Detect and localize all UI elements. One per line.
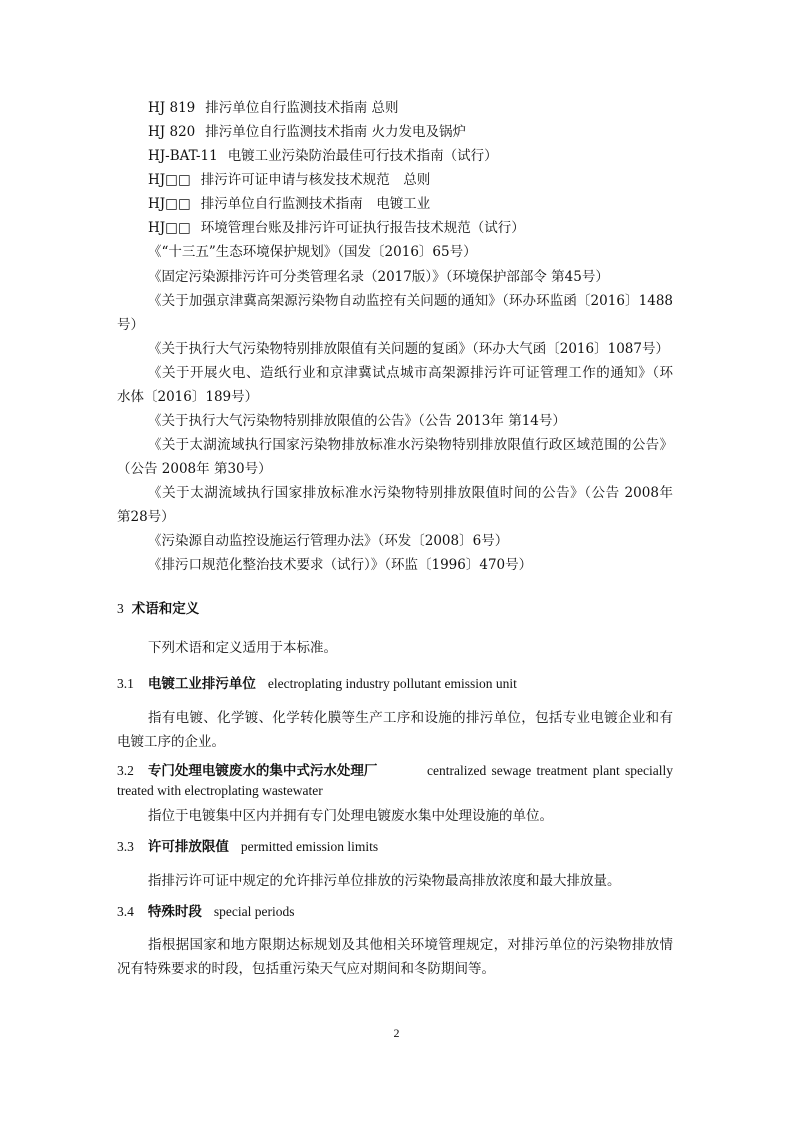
term-cn: 电镀工业排污单位 [147, 676, 256, 692]
term-number: 3.3 [117, 839, 134, 854]
reference-code: HJ□□ [148, 172, 191, 188]
term-en-continuation: treated with electroplating wastewater [117, 783, 323, 798]
term-number: 3.1 [117, 676, 134, 691]
reference-title: 排污单位自行监测技术指南 火力发电及锅炉 [205, 124, 467, 140]
reference-title: 排污单位自行监测技术指南 总则 [205, 100, 399, 116]
reference-title: 环境管理台账及排污许可证执行报告技术规范（试行） [200, 220, 525, 236]
section-title: 术语和定义 [131, 601, 200, 617]
term-heading [117, 762, 673, 780]
reference-code: HJ 819 [148, 100, 196, 116]
section-intro: 下列术语和定义适用于本标准。 [148, 640, 337, 656]
reference-code: HJ-BAT-11 [148, 148, 218, 164]
term-en: permitted emission limits [240, 839, 379, 854]
term-definition-continuation: 况有特殊要求的时段，包括重污染天气应对期间和冬防期间等。 [117, 961, 495, 977]
reference-doc: 《关于太湖流域执行国家污染物排放标准水污染物特别排放限值行政区域范围的公告》 [148, 437, 673, 453]
term-number: 3.4 [117, 904, 134, 919]
reference-doc: 《污染源自动监控设施运行管理办法》（环发〔2008〕6号） [148, 533, 509, 549]
term-definition: 指根据国家和地方限期达标规划及其他相关环境管理规定，对排污单位的污染物排放情 [148, 937, 673, 953]
reference-item [148, 219, 525, 237]
section-number: 3 [117, 601, 124, 616]
reference-doc: 《“十三五”生态环境保护规划》（国发〔2016〕65号） [148, 244, 477, 260]
term-cn: 许可排放限值 [147, 839, 229, 855]
term-definition: 指位于电镀集中区内并拥有专门处理电镀废水集中处理设施的单位。 [148, 808, 553, 824]
term-en: special periods [213, 904, 295, 919]
reference-title: 电镀工业污染防治最佳可行技术指南（试行） [227, 148, 498, 164]
term-en: electroplating industry pollutant emission unit [267, 676, 517, 691]
reference-title: 排污许可证申请与核发技术规范 总则 [200, 172, 431, 188]
reference-doc: 《排污口规范化整治技术要求（试行）》（环监〔1996〕470号） [148, 557, 533, 573]
reference-code: HJ□□ [148, 220, 191, 236]
term-definition: 指有电镀、化学镀、化学转化膜等生产工序和设施的排污单位，包括专业电镀企业和有 [148, 710, 673, 726]
reference-item [148, 99, 399, 117]
term-heading [117, 903, 294, 921]
reference-item [148, 195, 430, 213]
term-heading [117, 838, 378, 856]
term-definition: 指排污许可证中规定的允许排污单位排放的污染物最高排放浓度和最大排放量。 [148, 873, 621, 889]
reference-doc: 《关于太湖流域执行国家排放标准水污染物特别排放限值时间的公告》（公告 2008年 [148, 485, 673, 501]
section-heading [117, 600, 199, 618]
reference-doc: 《关于执行大气污染物特别排放限值有关问题的复函》（环办大气函〔2016〕1087号） [148, 341, 669, 357]
reference-doc-continuation: 水体〔2016〕189号） [117, 389, 259, 405]
reference-title: 排污单位自行监测技术指南 电镀工业 [200, 196, 431, 212]
page-number: 2 [393, 1026, 400, 1040]
reference-item [148, 123, 466, 141]
reference-doc: 《关于开展火电、造纸行业和京津冀试点城市高架源排污许可证管理工作的通知》（环 [148, 365, 673, 381]
term-en: centralized sewage treatment plant specially [427, 763, 673, 778]
reference-item [148, 171, 430, 189]
reference-doc: 《固定污染源排污许可分类管理名录（2017版）》（环境保护部部令 第45号） [148, 269, 609, 285]
reference-item [148, 147, 498, 165]
reference-doc-continuation: （公告 2008年 第30号） [117, 461, 272, 477]
term-heading [117, 675, 517, 693]
term-number: 3.2 [117, 763, 134, 778]
term-definition-continuation: 电镀工序的企业。 [117, 734, 225, 750]
reference-doc: 《关于加强京津冀高架源污染物自动监控有关问题的通知》（环办环监函〔2016〕1488 [148, 293, 673, 309]
reference-code: HJ 820 [148, 124, 196, 140]
reference-doc-continuation: 第28号） [117, 509, 175, 525]
reference-doc: 《关于执行大气污染物特别排放限值的公告》（公告 2013年 第14号） [148, 413, 566, 429]
term-cn: 特殊时段 [147, 904, 202, 920]
reference-doc-continuation: 号） [117, 317, 144, 333]
reference-code: HJ□□ [148, 196, 191, 212]
term-cn: 专门处理电镀废水的集中式污水处理厂 [147, 763, 378, 779]
